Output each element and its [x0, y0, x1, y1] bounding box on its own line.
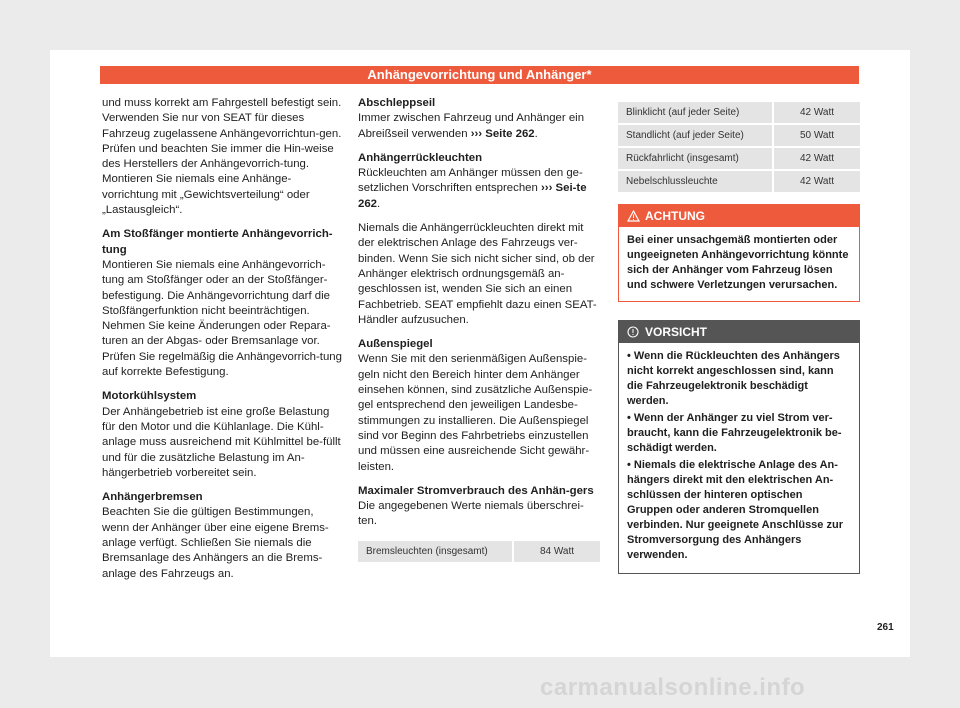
warning-text: Bei einer unsachgemäß montierten oder ungeeigneten Anhängevorrichtung könnte sich der Anhänger vom Fahrzeug lösen und schwere Verletzungen verursachen. [627, 234, 849, 291]
table-row [618, 102, 860, 123]
section-heading: Anhängerrückleuchten [358, 151, 483, 164]
warning-triangle-icon [627, 210, 640, 222]
warning-box [618, 204, 860, 302]
column-middle [358, 96, 600, 564]
table-row [618, 171, 860, 192]
info-circle-icon [627, 326, 639, 338]
section-heading: Außenspiegel [358, 338, 433, 351]
power-table [618, 100, 860, 194]
table-row [618, 148, 860, 169]
page-reference-link[interactable]: ››› Sei-te 262 [358, 182, 587, 210]
section-heading: Abschleppseil [358, 97, 436, 109]
paragraph: Rückleuchten am Anhänger müssen den ge-setzlichen Vorschriften entsprechen ››› Sei-te 262. [358, 167, 587, 210]
table-cell-label: Standlicht (auf jeder Seite) [618, 125, 772, 146]
section-heading: Am Stoßfänger montierte Anhängevorrich-tung [102, 228, 333, 256]
table-cell-value: 42 Watt [772, 148, 860, 169]
page-number: 261 [877, 622, 894, 633]
table-row [358, 541, 600, 562]
caution-title: VORSICHT [645, 325, 708, 339]
table-cell-label: Rückfahrlicht (insgesamt) [618, 148, 772, 169]
page-header: Anhängevorrichtung und Anhänger* [100, 66, 859, 84]
list-item: • Wenn die Rückleuchten des Anhängers nicht korrekt angeschlossen sind, kann die Fahrzeugelektronik beschädigt werden. [627, 350, 840, 407]
table-cell-value: 42 Watt [772, 171, 860, 192]
table-cell-label: Nebelschlussleuchte [618, 171, 772, 192]
paragraph: Immer zwischen Fahrzeug und Anhänger ein Abreißseil verwenden ››› Seite 262. [358, 112, 585, 140]
paragraph: Der Anhängebetrieb ist eine große Belastung für den Motor und die Kühlanlage. Die Kühl-anlage muss ausreichend mit Kühlmittel be-füllt und für die zusätzliche Belastung im An-hängerbetrieb vorbereitet sein. [102, 405, 341, 479]
list-item-text: Wenn der Anhänger zu viel Strom ver-braucht, kann die Fahrzeugelektronik be-schädigt werden. [627, 412, 842, 454]
section-heading: Motorkühlsystem [102, 390, 197, 403]
paragraph: Die angegebenen Werte niemals überschrei-ten. [358, 500, 584, 528]
caution-header [619, 321, 859, 343]
watermark: carmanualsonline.info [540, 674, 806, 701]
list-item-text: Wenn die Rückleuchten des Anhängers nicht korrekt angeschlossen sind, kann die Fahrzeugelektronik beschädigt werden. [627, 350, 840, 407]
column-right [618, 100, 860, 574]
section-heading: Maximaler Stromverbrauch des Anhän-gers [358, 484, 594, 497]
caution-box [618, 320, 860, 574]
paragraph: Wenn Sie mit den serienmäßigen Außenspie-geln nicht den Bereich hinter dem Anhänger einsehen können, sind zusätzliche Außenspie-gel entsprechend den jeweiligen Landesbe-stimmungen zu installieren. Die Außenspiegel sind vor Beginn des Fahrbetriebs einzustellen und müssen eine ausreichende Sicht gewähr-leisten. [358, 353, 593, 473]
column-left [102, 96, 342, 591]
table-cell-value: 50 Watt [772, 125, 860, 146]
section-heading: Anhängerbremsen [102, 491, 203, 504]
paragraph-text: Rückleuchten am Anhänger müssen den ge-setzlichen Vorschriften entsprechen [358, 167, 583, 195]
paragraph-text: Immer zwischen Fahrzeug und Anhänger ein Abreißseil verwenden [358, 112, 585, 140]
list-item: • Wenn der Anhänger zu viel Strom ver-braucht, kann die Fahrzeugelektronik be-schädigt werden. [627, 412, 842, 454]
page-reference-link[interactable]: ››› Seite 262 [470, 127, 535, 140]
paragraph: Beachten Sie die gültigen Bestimmungen, wenn der Anhänger über eine eigene Brems-anlage verfügt. Schließen Sie niemals die Bremsanlage des Anhängers an die Brems-anlage des Fahrzeugs an. [102, 506, 329, 580]
table-cell-label: Bremsleuchten (insgesamt) [358, 541, 512, 562]
paragraph: Niemals die Anhängerrückleuchten direkt mit der elektrischen Anlage des Fahrzeugs ver-binden. Wenn Sie sich nicht sicher sind, ob der Anhänger elektrisch ordnungsgemäß an-geschlossen ist, wenden Sie sich an einen Fachbetrieb. SEAT empfiehlt dazu einen SEAT-Händler aufzusuchen. [358, 222, 597, 326]
paragraph: und muss korrekt am Fahrgestell befestigt sein. Verwenden Sie nur von SEAT für dieses Fahrzeug zugelassene Anhängevorrichtun-gen. Prüfen und beachten Sie immer die Hin-weise des Herstellers der Anhängevorrich-tung. Montieren Sie niemals eine Anhänge-vorrichtung mit „Gewichtsverteilung“ oder „Lastausgleich“. [102, 97, 342, 217]
table-row [618, 125, 860, 146]
paragraph: Montieren Sie niemals eine Anhängevorrich-tung am Stoßfänger oder an der Stoßfänger-befestigung. Die Anhängevorrichtung darf die Stoßfängerfunktion nicht beeinträchtigen. Nehmen Sie keine Änderungen oder Repara-turen an der Abgas- oder Bremsanlage vor. Prüfen Sie regelmäßig die Anhängevorrich-tung auf korrekte Befestigung. [102, 258, 342, 379]
list-item-text: Niemals die elektrische Anlage des An-hängers direkt mit den elektrischen An-schlüssen der hinteren optischen Gruppen oder anderen Stromquellen verbinden. Nur geeignete Anschlüsse zur Stromversorgung des Anhängers verwenden. [627, 459, 843, 561]
warning-header [619, 205, 859, 227]
power-table [358, 539, 600, 564]
warning-title: ACHTUNG [645, 209, 705, 223]
table-cell-value: 42 Watt [772, 102, 860, 123]
table-cell-label: Blinklicht (auf jeder Seite) [618, 102, 772, 123]
table-cell-value: 84 Watt [512, 541, 600, 562]
caution-body [619, 343, 859, 573]
list-item: • Niemals die elektrische Anlage des An-hängers direkt mit den elektrischen An-schlüssen der hinteren optischen Gruppen oder anderen Stromquellen verbinden. Nur geeignete Anschlüsse zur Stromversorgung des Anhängers verwenden. [627, 459, 843, 561]
